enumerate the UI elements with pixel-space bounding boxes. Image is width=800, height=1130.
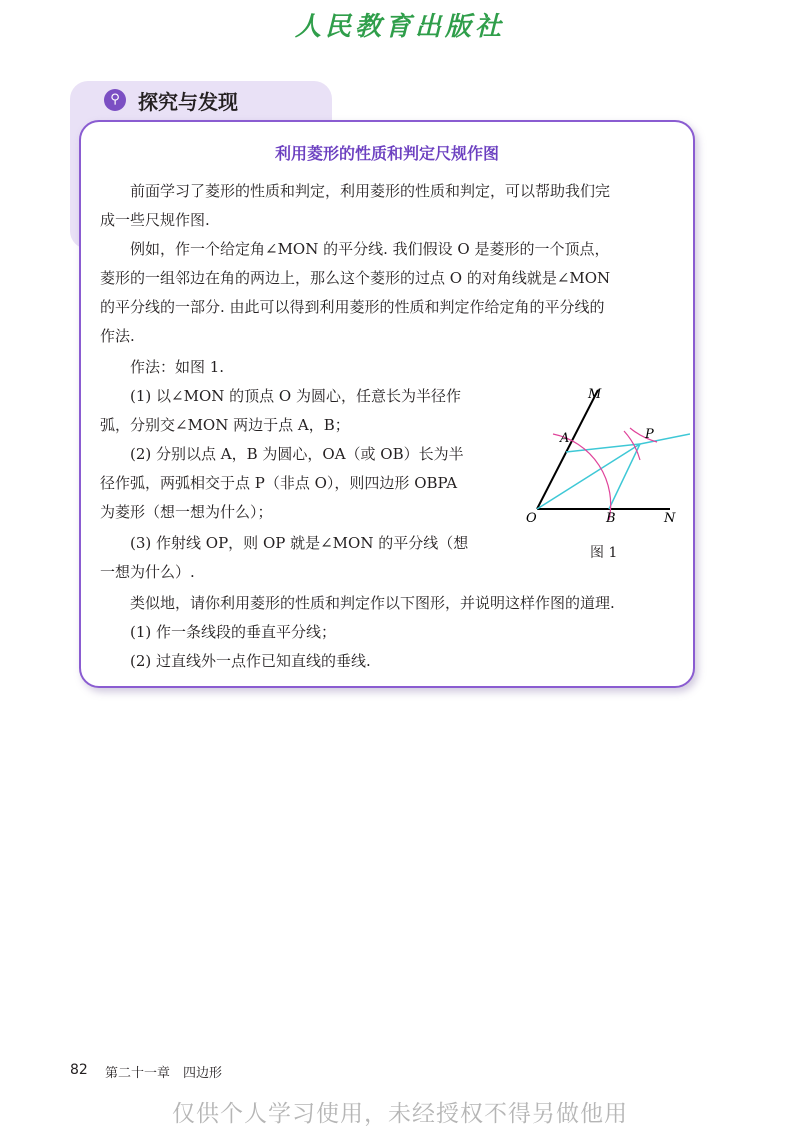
text-line: 一想为什么）. bbox=[100, 563, 195, 581]
text-line: (3) 作射线 OP，则 OP 就是∠MON 的平分线（想 bbox=[100, 534, 469, 552]
text-line: 为菱形（想一想为什么）； bbox=[100, 503, 273, 521]
text-line: 类似地，请你利用菱形的性质和判定作以下图形，并说明这样作图的道理. bbox=[100, 594, 615, 612]
text-line: 径作弧，两弧相交于点 P（非点 O），则四边形 OBPA bbox=[100, 474, 458, 492]
box-title: 利用菱形的性质和判定尺规作图 bbox=[274, 144, 499, 163]
text-line: 作法：如图 1. bbox=[100, 358, 225, 376]
text-line: 菱形的一组邻边在角的两边上，那么这个菱形的过点 O 的对角线就是∠MON bbox=[100, 269, 611, 287]
label-n: N bbox=[664, 511, 676, 526]
watermark: 仅供个人学习使用，未经授权不得另做他用 bbox=[172, 1101, 628, 1127]
text-line: 例如，作一个给定角∠MON 的平分线. 我们假设 O 是菱形的一个顶点， bbox=[100, 240, 610, 258]
text-line: 成一些尺规作图. bbox=[100, 211, 210, 229]
label-o: O bbox=[526, 511, 537, 526]
text-line: (2) 分别以点 A，B 为圆心，OA（或 OB）长为半 bbox=[100, 445, 464, 463]
arc-center-o bbox=[553, 434, 611, 520]
label-b: B bbox=[606, 511, 616, 526]
label-p: P bbox=[645, 427, 654, 442]
magnifier-icon: ⚲ bbox=[104, 89, 126, 111]
text-line: 弧，分别交∠MON 两边于点 A，B； bbox=[100, 416, 350, 434]
label-m: M bbox=[588, 387, 602, 402]
text-line: (2) 过直线外一点作已知直线的垂线. bbox=[100, 652, 371, 670]
label-a: A bbox=[560, 431, 570, 446]
text-line: 前面学习了菱形的性质和判定，利用菱形的性质和判定，可以帮助我们完 bbox=[100, 182, 611, 200]
figure-1 bbox=[520, 382, 690, 532]
chapter-title: 第二十一章 四边形 bbox=[105, 1066, 223, 1081]
text-line: 的平分线的一部分. 由此可以得到利用菱形的性质和判定作给定角的平分线的 bbox=[100, 298, 605, 316]
section-tab-title: 探究与发现 bbox=[138, 90, 238, 114]
text-line: (1) 以∠MON 的顶点 O 为圆心，任意长为半径作 bbox=[100, 387, 461, 405]
publisher-logo: 人民教育出版社 bbox=[294, 12, 505, 42]
text-line: 作法. bbox=[100, 327, 135, 345]
figure-caption: 图 1 bbox=[590, 545, 618, 561]
page-number: 82 bbox=[70, 1062, 88, 1078]
text-line: (1) 作一条线段的垂直平分线； bbox=[100, 623, 337, 641]
